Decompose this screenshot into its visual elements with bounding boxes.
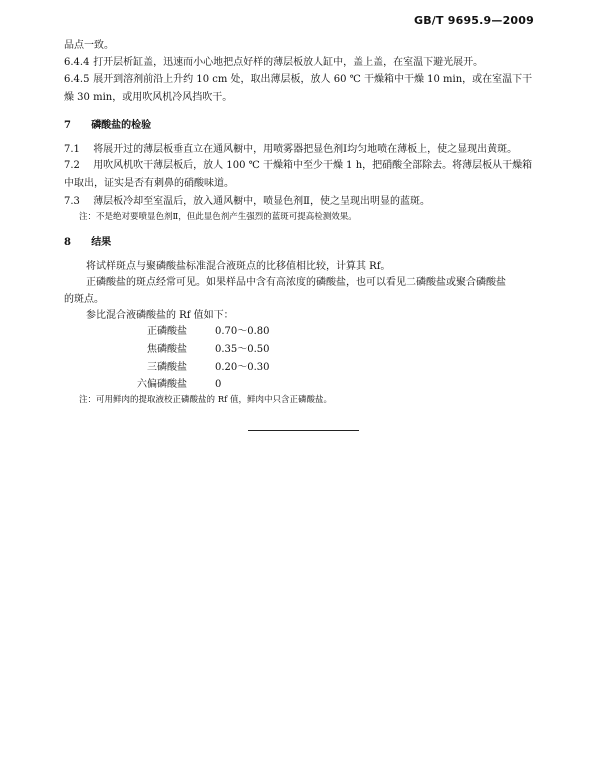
result-para-2: 正磷酸盐的斑点经常可见。如果样品中含有高浓度的磷酸盐，也可以看见二磷酸盐或聚合磷酸盐: [86, 277, 506, 288]
rf-table-row: [111, 378, 222, 392]
section-title: 结果: [91, 237, 112, 248]
step-number: 7.1: [64, 144, 80, 155]
step-text: 打开层析缸盖，迅速而小心地把点好样的薄层板放人缸中，盖上盖，在室温下避光展开。: [93, 57, 484, 68]
section-7-note: 注：不是绝对要喷显色剂Ⅱ，但此显色剂产生强烈的蓝斑可提高检测效果。: [79, 212, 357, 222]
result-para-2-cont: 的斑点。: [64, 294, 104, 305]
rf-value: 0: [215, 379, 222, 390]
step-number: 6.4.5: [64, 74, 90, 85]
standard-code: GB/T 9695.9—2009: [413, 14, 534, 27]
section-8-heading: [64, 236, 111, 250]
rf-compound: 三磷酸盐: [147, 362, 187, 373]
step-number: 7.2: [64, 160, 80, 171]
result-para-1: 将试样斑点与聚磷酸盐标准混合液斑点的比移值相比较，计算其 Rf。: [86, 261, 391, 272]
rf-table-row: [111, 325, 270, 339]
step-6-4-5-cont: 燥 30 min，或用吹风机冷风挡吹干。: [64, 92, 233, 103]
rf-value: 0.70～0.80: [215, 326, 270, 337]
section-8-note: 注：可用鲜肉的提取液校正磷酸盐的 Rf 值，鲜肉中只含正磷酸盐。: [79, 395, 332, 405]
rf-value: 0.20～0.30: [215, 362, 270, 373]
section-number: 8: [64, 237, 71, 248]
rf-value: 0.35～0.50: [215, 344, 270, 355]
continued-text: 品点一致。: [64, 40, 114, 51]
step-text: 将展开过的薄层板垂直立在通风橱中，用喷雾器把显色剂Ⅰ均匀地喷在薄板上，使之显现出黄斑。: [93, 144, 518, 155]
step-6-4-5: [64, 73, 532, 87]
step-6-4-4: [64, 56, 483, 70]
step-text: 展开到溶剂前沿上升约 10 cm 处，取出薄层板，放人 60 ℃ 干燥箱中干燥 10 min，或在室温下干: [93, 74, 533, 85]
step-number: 6.4.4: [64, 57, 90, 68]
section-title: 磷酸盐的检验: [91, 120, 152, 131]
section-number: 7: [64, 120, 71, 131]
step-number: 7.3: [64, 196, 80, 207]
result-para-3: 参比混合液磷酸盐的 Rf 值如下：: [86, 310, 234, 321]
section-7-heading: [64, 119, 151, 133]
end-rule: [248, 430, 359, 431]
rf-compound: 正磷酸盐: [147, 326, 187, 337]
step-7-2-cont: 中取出，证实是否有刺鼻的硝酸味道。: [64, 178, 234, 189]
rf-table-row: [111, 361, 270, 375]
step-7-3: [64, 195, 430, 209]
rf-compound: 焦磷酸盐: [147, 344, 187, 355]
rf-table-row: [111, 343, 270, 357]
rf-compound: 六偏磷酸盐: [137, 379, 187, 390]
step-text: 薄层板冷却至室温后，放入通风橱中，喷显色剂Ⅱ，使之呈现出明显的蓝斑。: [93, 196, 430, 207]
step-text: 用吹风机吹干薄层板后，放人 100 ℃ 干燥箱中至少干燥 1 h，把硝酸全部除去。将薄层板从干燥箱: [93, 160, 533, 171]
step-7-1: [64, 143, 517, 157]
step-7-2: [64, 159, 532, 173]
